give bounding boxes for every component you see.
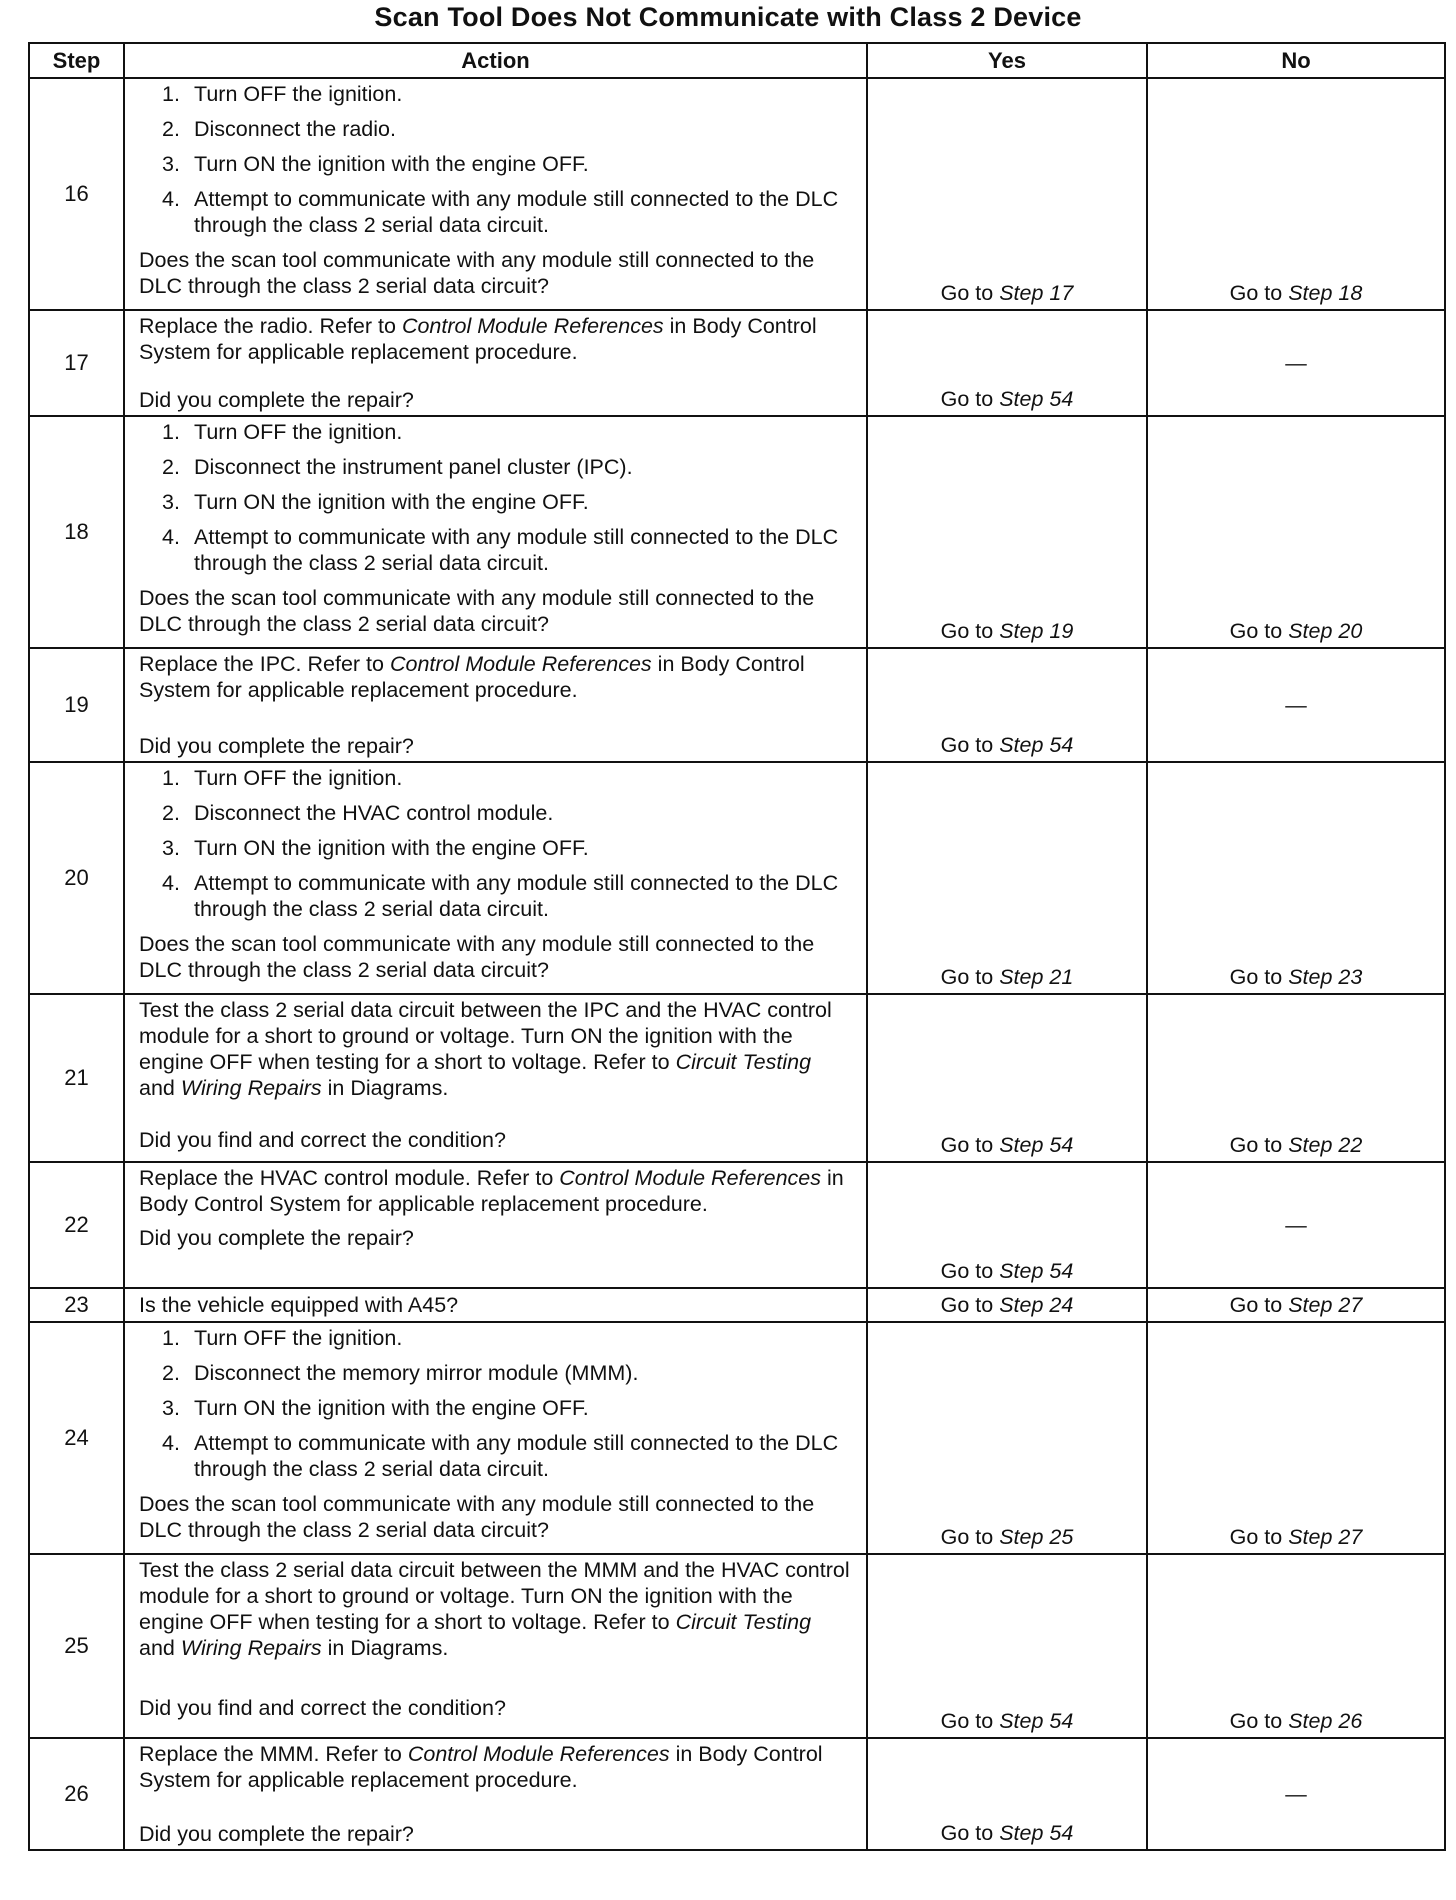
yes-cell: Go to Step 17 bbox=[867, 78, 1147, 310]
step-number: 26 bbox=[29, 1738, 124, 1850]
list-item: 2. Disconnect the memory mirror module (MMM). bbox=[162, 1361, 639, 1385]
no-cell: — bbox=[1147, 648, 1445, 762]
list-item: 2. Disconnect the radio. bbox=[162, 117, 396, 141]
procedure-list bbox=[139, 765, 852, 922]
list-item: 4. Attempt to communicate with any module still connected to the DLC through the class 2 serial data circuit. bbox=[162, 187, 839, 237]
table-row bbox=[29, 1288, 1445, 1322]
list-item: 3. Turn ON the ignition with the engine OFF. bbox=[162, 836, 589, 860]
header-action: Action bbox=[124, 43, 867, 78]
instruction: Replace the MMM. Refer to Control Module References in Body Control System for applicable replacement procedure. bbox=[139, 1742, 823, 1792]
step-number: 17 bbox=[29, 310, 124, 416]
no-cell: — bbox=[1147, 310, 1445, 416]
step-number: 25 bbox=[29, 1554, 124, 1738]
yes-cell: Go to Step 25 bbox=[867, 1322, 1147, 1554]
table-row bbox=[29, 310, 1445, 416]
question: Did you complete the repair? bbox=[139, 1822, 414, 1846]
question: Did you complete the repair? bbox=[139, 1226, 414, 1250]
no-cell: Go to Step 27 bbox=[1147, 1322, 1445, 1554]
procedure-list bbox=[139, 81, 852, 238]
list-item: 1. Turn OFF the ignition. bbox=[162, 1326, 403, 1350]
table-row bbox=[29, 1738, 1445, 1850]
instruction: Replace the radio. Refer to Control Module References in Body Control System for applicable replacement procedure. bbox=[139, 314, 817, 364]
step-number: 24 bbox=[29, 1322, 124, 1554]
page-title: Scan Tool Does Not Communicate with Class 2 Device bbox=[374, 2, 1082, 32]
list-item: 4. Attempt to communicate with any module still connected to the DLC through the class 2 serial data circuit. bbox=[162, 1431, 839, 1481]
yes-cell: Go to Step 19 bbox=[867, 416, 1147, 648]
header-yes: Yes bbox=[867, 43, 1147, 78]
yes-cell: Go to Step 54 bbox=[867, 1554, 1147, 1738]
step-number: 23 bbox=[29, 1288, 124, 1322]
action-cell bbox=[124, 1162, 867, 1288]
header-no: No bbox=[1147, 43, 1445, 78]
no-cell: — bbox=[1147, 1738, 1445, 1850]
table-row bbox=[29, 1554, 1445, 1738]
table-row bbox=[29, 994, 1445, 1162]
list-item: 4. Attempt to communicate with any module still connected to the DLC through the class 2 serial data circuit. bbox=[162, 525, 839, 575]
question: Did you find and correct the condition? bbox=[139, 1696, 506, 1720]
no-cell: Go to Step 23 bbox=[1147, 762, 1445, 994]
procedure-list bbox=[139, 419, 852, 576]
step-number: 22 bbox=[29, 1162, 124, 1288]
step-number: 16 bbox=[29, 78, 124, 310]
no-cell: Go to Step 18 bbox=[1147, 78, 1445, 310]
table-row bbox=[29, 1162, 1445, 1288]
list-item: 3. Turn ON the ignition with the engine OFF. bbox=[162, 152, 589, 176]
instruction: Test the class 2 serial data circuit between the IPC and the HVAC control module for a short to ground or voltage. Turn ON the ignition with the engine OFF when testing for a short to voltage. Refer to Circuit Testing and Wiring Repairs in Diagrams. bbox=[139, 998, 832, 1100]
procedure-list bbox=[139, 1325, 852, 1482]
list-item: 2. Disconnect the HVAC control module. bbox=[162, 801, 554, 825]
yes-cell: Go to Step 54 bbox=[867, 310, 1147, 416]
instruction: Test the class 2 serial data circuit between the MMM and the HVAC control module for a short to ground or voltage. Turn ON the ignition with the engine OFF when testing for a short to voltage. Refer to Circuit Testing and Wiring Repairs in Diagrams. bbox=[139, 1558, 850, 1660]
instruction: Replace the IPC. Refer to Control Module References in Body Control System for applicable replacement procedure. bbox=[139, 652, 805, 702]
table-row bbox=[29, 78, 1445, 310]
table-row bbox=[29, 1322, 1445, 1554]
question: Did you find and correct the condition? bbox=[139, 1128, 506, 1152]
no-cell: Go to Step 22 bbox=[1147, 994, 1445, 1162]
yes-cell: Go to Step 21 bbox=[867, 762, 1147, 994]
yes-cell: Go to Step 54 bbox=[867, 994, 1147, 1162]
no-cell: Go to Step 20 bbox=[1147, 416, 1445, 648]
yes-cell: Go to Step 54 bbox=[867, 1162, 1147, 1288]
table-row bbox=[29, 762, 1445, 994]
question: Did you complete the repair? bbox=[139, 388, 414, 412]
question: Does the scan tool communicate with any module still connected to the DLC through the class 2 serial data circuit? bbox=[139, 1492, 815, 1542]
yes-cell: Go to Step 54 bbox=[867, 648, 1147, 762]
action-cell bbox=[124, 762, 867, 994]
step-number: 19 bbox=[29, 648, 124, 762]
question: Did you complete the repair? bbox=[139, 734, 414, 758]
list-item: 1. Turn OFF the ignition. bbox=[162, 420, 403, 444]
yes-cell: Go to Step 24 bbox=[867, 1288, 1147, 1322]
header-step: Step bbox=[29, 43, 124, 78]
no-cell: — bbox=[1147, 1162, 1445, 1288]
table-row bbox=[29, 416, 1445, 648]
no-cell: Go to Step 26 bbox=[1147, 1554, 1445, 1738]
action-cell bbox=[124, 1554, 867, 1738]
question: Does the scan tool communicate with any module still connected to the DLC through the class 2 serial data circuit? bbox=[139, 586, 815, 636]
step-number: 20 bbox=[29, 762, 124, 994]
list-item: 1. Turn OFF the ignition. bbox=[162, 766, 403, 790]
list-item: 3. Turn ON the ignition with the engine OFF. bbox=[162, 1396, 589, 1420]
step-number: 18 bbox=[29, 416, 124, 648]
question: Is the vehicle equipped with A45? bbox=[139, 1293, 459, 1317]
step-number: 21 bbox=[29, 994, 124, 1162]
list-item: 3. Turn ON the ignition with the engine OFF. bbox=[162, 490, 589, 514]
question: Does the scan tool communicate with any module still connected to the DLC through the class 2 serial data circuit? bbox=[139, 248, 815, 298]
action-cell bbox=[124, 78, 867, 310]
action-cell bbox=[124, 310, 867, 416]
list-item: 1. Turn OFF the ignition. bbox=[162, 82, 403, 106]
list-item: 4. Attempt to communicate with any module still connected to the DLC through the class 2 serial data circuit. bbox=[162, 871, 839, 921]
action-cell bbox=[124, 416, 867, 648]
header-row bbox=[29, 43, 1445, 78]
action-cell bbox=[124, 648, 867, 762]
instruction: Replace the HVAC control module. Refer to Control Module References in Body Control System for applicable replacement procedure. bbox=[139, 1166, 844, 1216]
table-row bbox=[29, 648, 1445, 762]
action-cell bbox=[124, 1738, 867, 1850]
action-cell bbox=[124, 1288, 867, 1322]
action-cell bbox=[124, 994, 867, 1162]
diagnostic-table bbox=[28, 42, 1446, 1851]
question: Does the scan tool communicate with any module still connected to the DLC through the class 2 serial data circuit? bbox=[139, 932, 815, 982]
yes-cell: Go to Step 54 bbox=[867, 1738, 1147, 1850]
no-cell: Go to Step 27 bbox=[1147, 1288, 1445, 1322]
action-cell bbox=[124, 1322, 867, 1554]
list-item: 2. Disconnect the instrument panel cluster (IPC). bbox=[162, 455, 633, 479]
